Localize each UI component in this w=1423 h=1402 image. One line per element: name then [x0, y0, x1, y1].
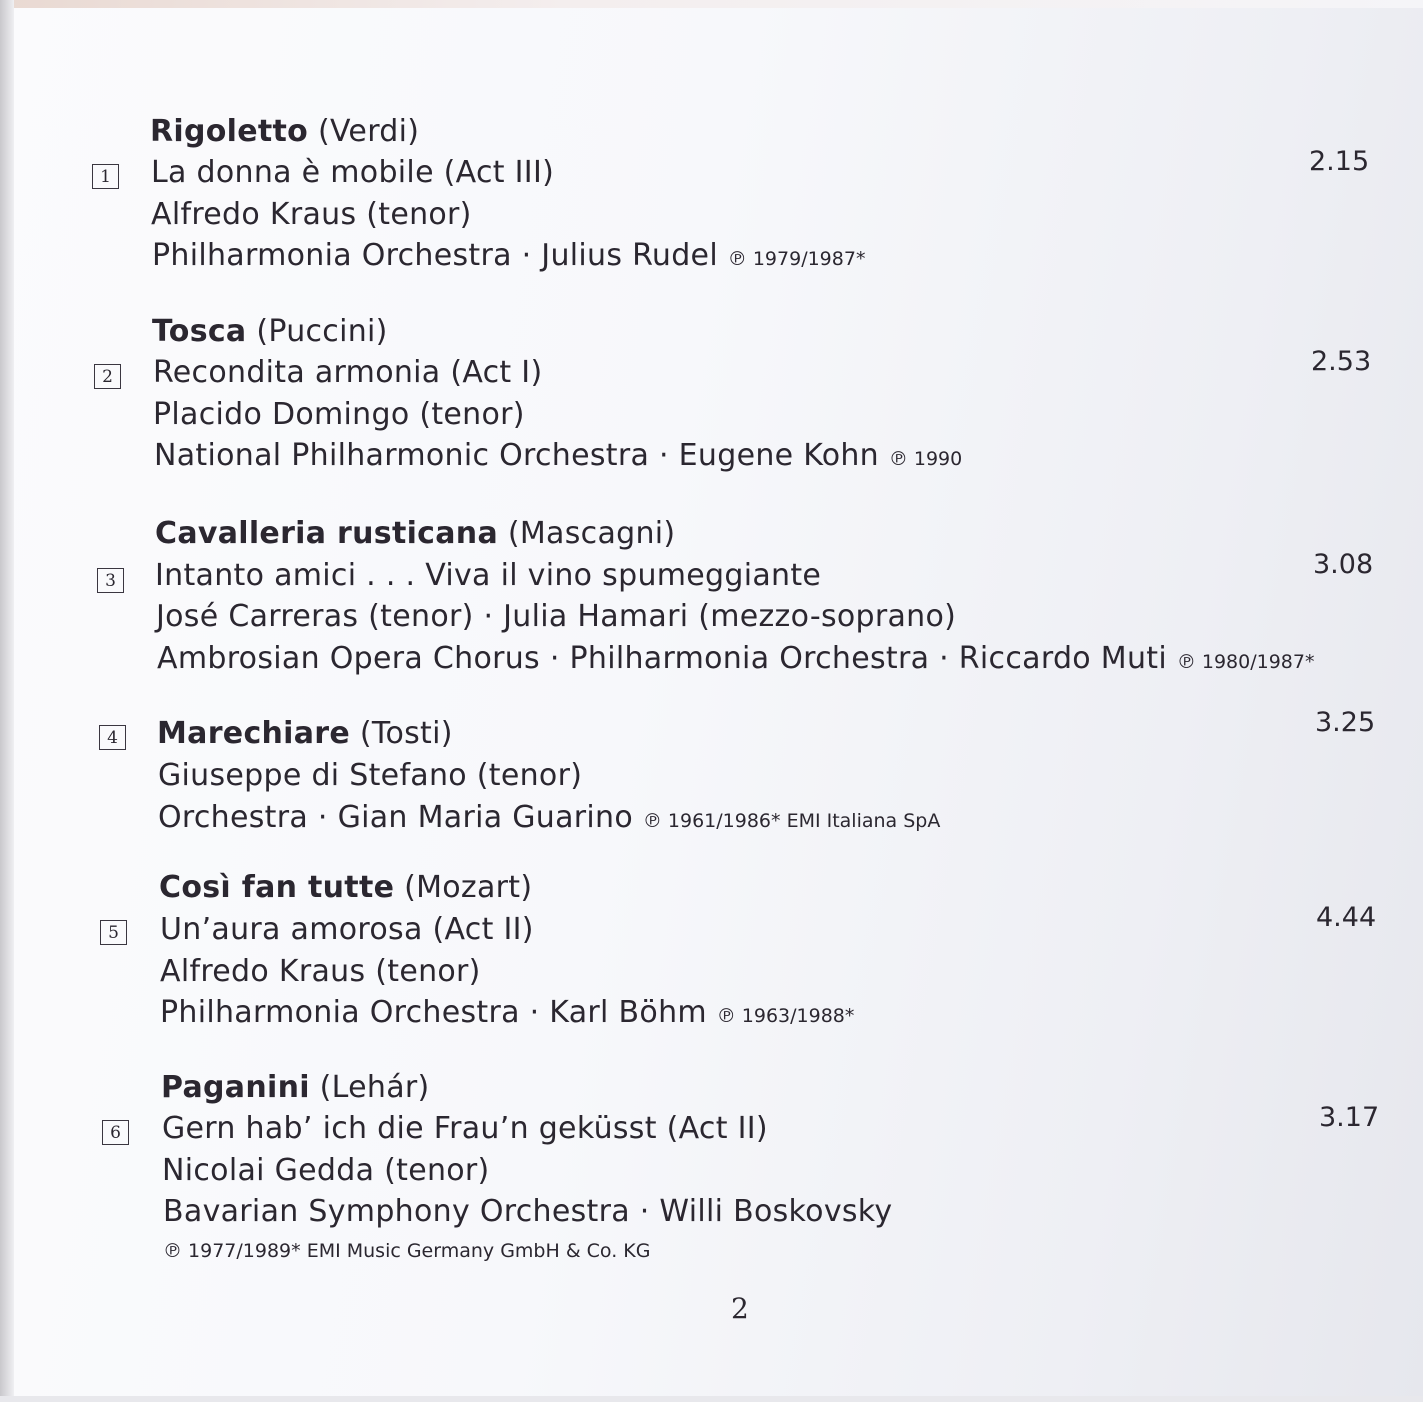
work-title: Marechiare: [157, 716, 351, 751]
performers: José Carreras (tenor) · Julia Hamari (mezzo-soprano): [156, 599, 957, 634]
performers: Giuseppe di Stefano (tenor): [158, 758, 583, 793]
performers: Alfredo Kraus (tenor): [151, 197, 472, 232]
duration: 3.08: [1313, 549, 1374, 580]
orchestra-line: [152, 238, 865, 273]
page-number: 2: [731, 1292, 749, 1325]
work-heading: [161, 1070, 430, 1105]
composer: (Mozart): [404, 870, 533, 905]
orchestra-line: [160, 995, 854, 1030]
composer: (Mascagni): [507, 516, 676, 551]
composer: (Lehár): [319, 1070, 430, 1105]
orchestra: National Philharmonic Orchestra · Eugene Kohn: [154, 438, 879, 473]
orchestra-line: [157, 641, 1314, 676]
copyright: ℗ 1961/1986* EMI Italiana SpA: [642, 810, 941, 832]
performers: Alfredo Kraus (tenor): [160, 954, 481, 989]
composer: (Tosti): [359, 716, 453, 751]
orchestra: Philharmonia Orchestra · Julius Rudel: [152, 238, 718, 273]
track-number: 2: [94, 364, 121, 389]
piece-title: Gern hab’ ich die Frau’n geküsst (Act II): [162, 1111, 768, 1146]
piece-title: Intanto amici . . . Viva il vino spumeggiante: [155, 558, 822, 593]
track-number: 4: [99, 725, 126, 750]
page-edge-bottom: [0, 1396, 1423, 1402]
orchestra: Bavarian Symphony Orchestra · Willi Boskovsky: [163, 1194, 893, 1229]
track-number: 5: [100, 920, 127, 945]
duration: 3.17: [1319, 1102, 1380, 1133]
piece-title: La donna è mobile (Act III): [151, 155, 555, 190]
work-heading: [159, 870, 532, 905]
work-title: Cavalleria rusticana: [155, 516, 499, 551]
orchestra: Ambrosian Opera Chorus · Philharmonia Orchestra · Riccardo Muti: [157, 641, 1167, 676]
duration: 2.15: [1309, 146, 1370, 177]
piece-title: Un’aura amorosa (Act II): [160, 912, 534, 947]
copyright: ℗ 1990: [888, 448, 963, 470]
composer: (Puccini): [256, 314, 388, 349]
page-edge-top: [0, 0, 1423, 8]
work-title: Così fan tutte: [159, 870, 395, 905]
duration: 4.44: [1316, 902, 1377, 933]
performers: Placido Domingo (tenor): [153, 397, 525, 432]
work-title: Rigoletto: [150, 114, 309, 149]
performers: Nicolai Gedda (tenor): [162, 1153, 490, 1188]
piece-title: Recondita armonia (Act I): [153, 355, 543, 390]
work-heading: [155, 516, 675, 551]
duration: 2.53: [1311, 346, 1372, 377]
track-number: 6: [102, 1120, 129, 1145]
work-heading: [152, 314, 388, 349]
copyright: ℗ 1980/1987*: [1176, 651, 1315, 673]
orchestra-line: [158, 800, 940, 835]
copyright: ℗ 1977/1989* EMI Music Germany GmbH & Co. KG: [163, 1240, 651, 1262]
orchestra: Orchestra · Gian Maria Guarino: [158, 800, 634, 835]
composer: (Verdi): [317, 114, 420, 149]
track-number: 3: [97, 568, 124, 593]
orchestra-line: [154, 438, 962, 473]
work-heading: [150, 114, 419, 149]
orchestra: Philharmonia Orchestra · Karl Böhm: [160, 995, 707, 1030]
copyright: ℗ 1963/1988*: [716, 1005, 855, 1027]
track-number: 1: [92, 164, 119, 189]
work-title: Paganini: [161, 1070, 310, 1105]
copyright: ℗ 1979/1987*: [727, 248, 866, 270]
duration: 3.25: [1315, 707, 1376, 738]
work-title: Tosca: [152, 314, 247, 349]
page-edge-left: [0, 0, 14, 1402]
work-heading: [157, 716, 453, 751]
